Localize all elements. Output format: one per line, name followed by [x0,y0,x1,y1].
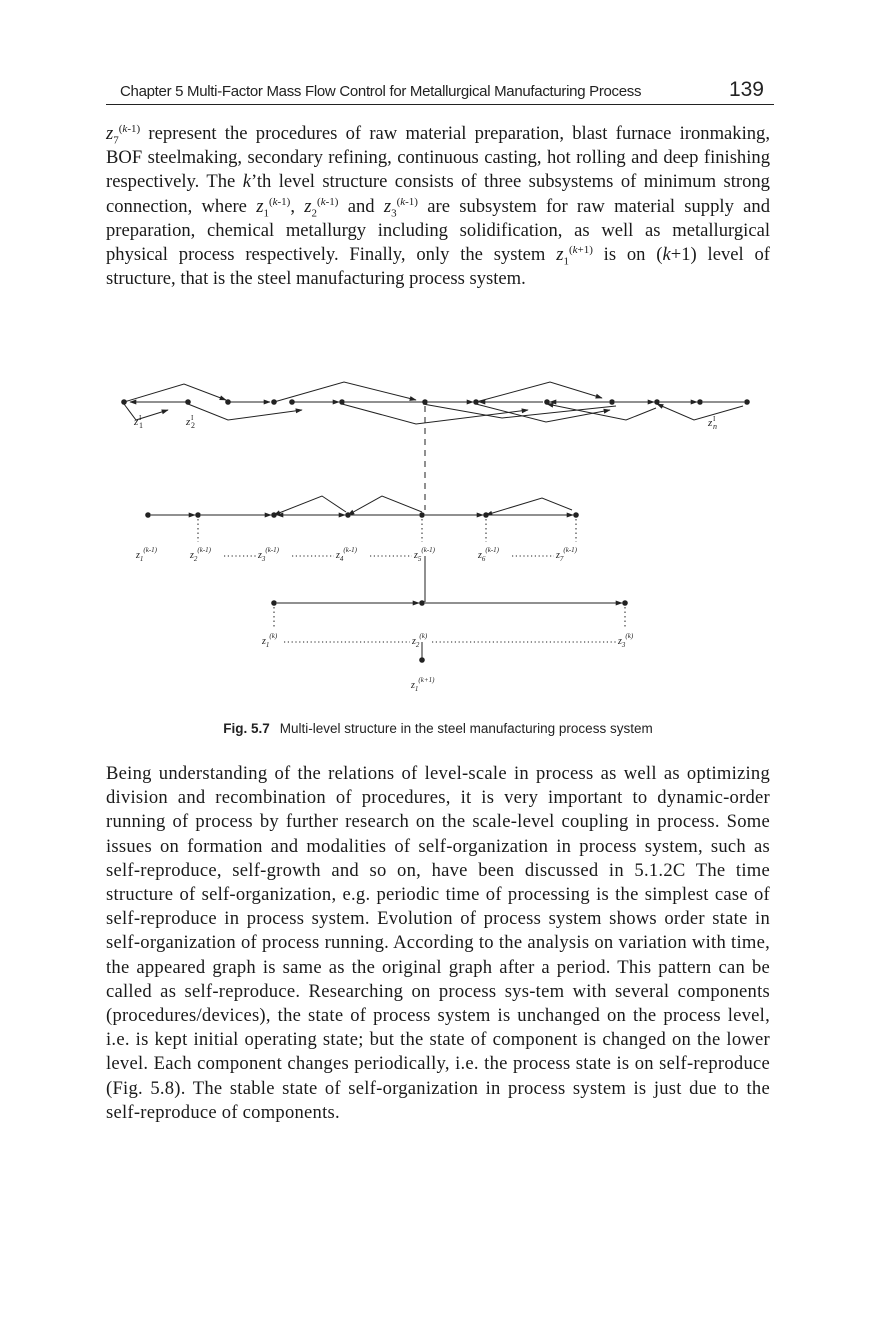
paragraph-self-organization: Being understanding of the relations of level-scale in process as well as optimizing division and recombination of procedures, it is very important to dynamic-order running of process by further research on the scale-level coupling in process. Some issues on formation and modalities of self-organization in process system, such as self-reproduce, self-growth and so on, have been discussed in 5.1.2C The time structure of self-organization, e.g. periodic time of processing is the simplest case of self-reproduce in process system. Evolution of process system shows order state in self-organization of process running. According to the analysis on variation with time, the appeared graph is same as the original graph after a period. This pattern can be called as self-reproduce. Researching on process sys-tem with several components (procedures/devices), the state of process system is unchanged on the process level, i.e. is kept initial operating state; but the state of component is changed on the lower level. Each component changes periodically, i.e. the process state is on self-reproduce (Fig. 5.8). The stable state of self-organization in process system is just due to the self-reproduce of components. [106,763,770,1123]
paragraph-intro-text-3: and [338,195,384,217]
svg-text:2: 2 [191,421,195,430]
chapter-title: Chapter 5 Multi-Factor Mass Flow Control for Metallurgical Manufacturing Process [120,83,642,100]
label-z3-k-1: $z_3^{(k-1)}$ [258,546,280,563]
figure-caption [106,721,770,736]
top-label-z2: z [186,416,191,428]
paragraph-intro: $z_7^{(k-1)}$ represent the procedures of raw material preparation, blast furnace ironmaking, BOF steelmaking, secondary refining, continuous casting, hot rolling and deep finishing respectively. The k’th level structure consists of three subsystems of minimum strong connection, where $z_1^{(k-1)}$, $z_2^{(k-1)}$ and $z_3^{(k-1)}$ are subsystem for raw material supply and preparation, chemical metallurgy including solidification, as well as metallurgical physical process respectively. Finally, only the system $z_1^{(k+1)}$ is on (k+1) level of structure, that is the steel manufacturing process system. [106,122,770,290]
svg-text:I: I [713,415,716,423]
top-label-zn: z [708,417,713,429]
label-z1-k: $z_1^{(k)}$ [262,632,278,649]
figure-label: Fig. 5.7 [223,721,270,736]
running-header [106,74,774,105]
label-z4-k-1: $z_4^{(k-1)}$ [336,546,358,563]
svg-text:I: I [139,414,142,422]
svg-text:1: 1 [139,421,143,430]
paragraph-intro-text-6: ) level of structure, that is the steel manufacturing process system. [106,244,770,290]
paragraph-intro-text-5: is on ( [592,244,663,266]
level-k-minus-1-labels [135,546,578,563]
label-z2-k: $z_2^{(k)}$ [412,632,428,649]
label-z7-k-1: $z_7^{(k-1)}$ [556,546,578,563]
figure-multilevel-structure [106,360,786,705]
svg-text:n: n [713,422,717,431]
figure-caption-text: Multi-level structure in the steel manufacturing process system [279,721,653,736]
paragraph-intro-text-2: ’th level structure consists of three subsystems of minimum strong connection, where [106,171,770,217]
label-z6-k-1: $z_6^{(k-1)}$ [478,546,500,563]
paragraph-intro-text-1: represent the procedures of raw material preparation, blast furnace ironmaking, BOF steelmaking, secondary refining, continuous casting, hot rolling and deep finishing respectively. The [106,123,770,193]
top-label-z1: z [134,416,139,428]
level-k-graph [271,600,628,663]
label-z3-k: $z_3^{(k)}$ [618,632,634,649]
paragraph-intro-text-4: are subsystem for raw material supply and preparation, chemical metallurgy including solidification, as well as metallurgical physical process respectively. Finally, only the system [106,195,770,266]
svg-text:I: I [191,414,194,422]
label-z2-k-1: $z_2^{(k-1)}$ [190,546,212,563]
label-z5-k-1: $z_5^{(k-1)}$ [414,546,436,563]
level-k-labels [261,632,634,693]
label-z1-k-1: $z_1^{(k-1)}$ [136,546,158,563]
label-z1-k-plus-1: $z_1^{(k+1)}$ [411,676,435,693]
top-level-graph [121,382,750,510]
page-number: 139 [728,78,764,101]
